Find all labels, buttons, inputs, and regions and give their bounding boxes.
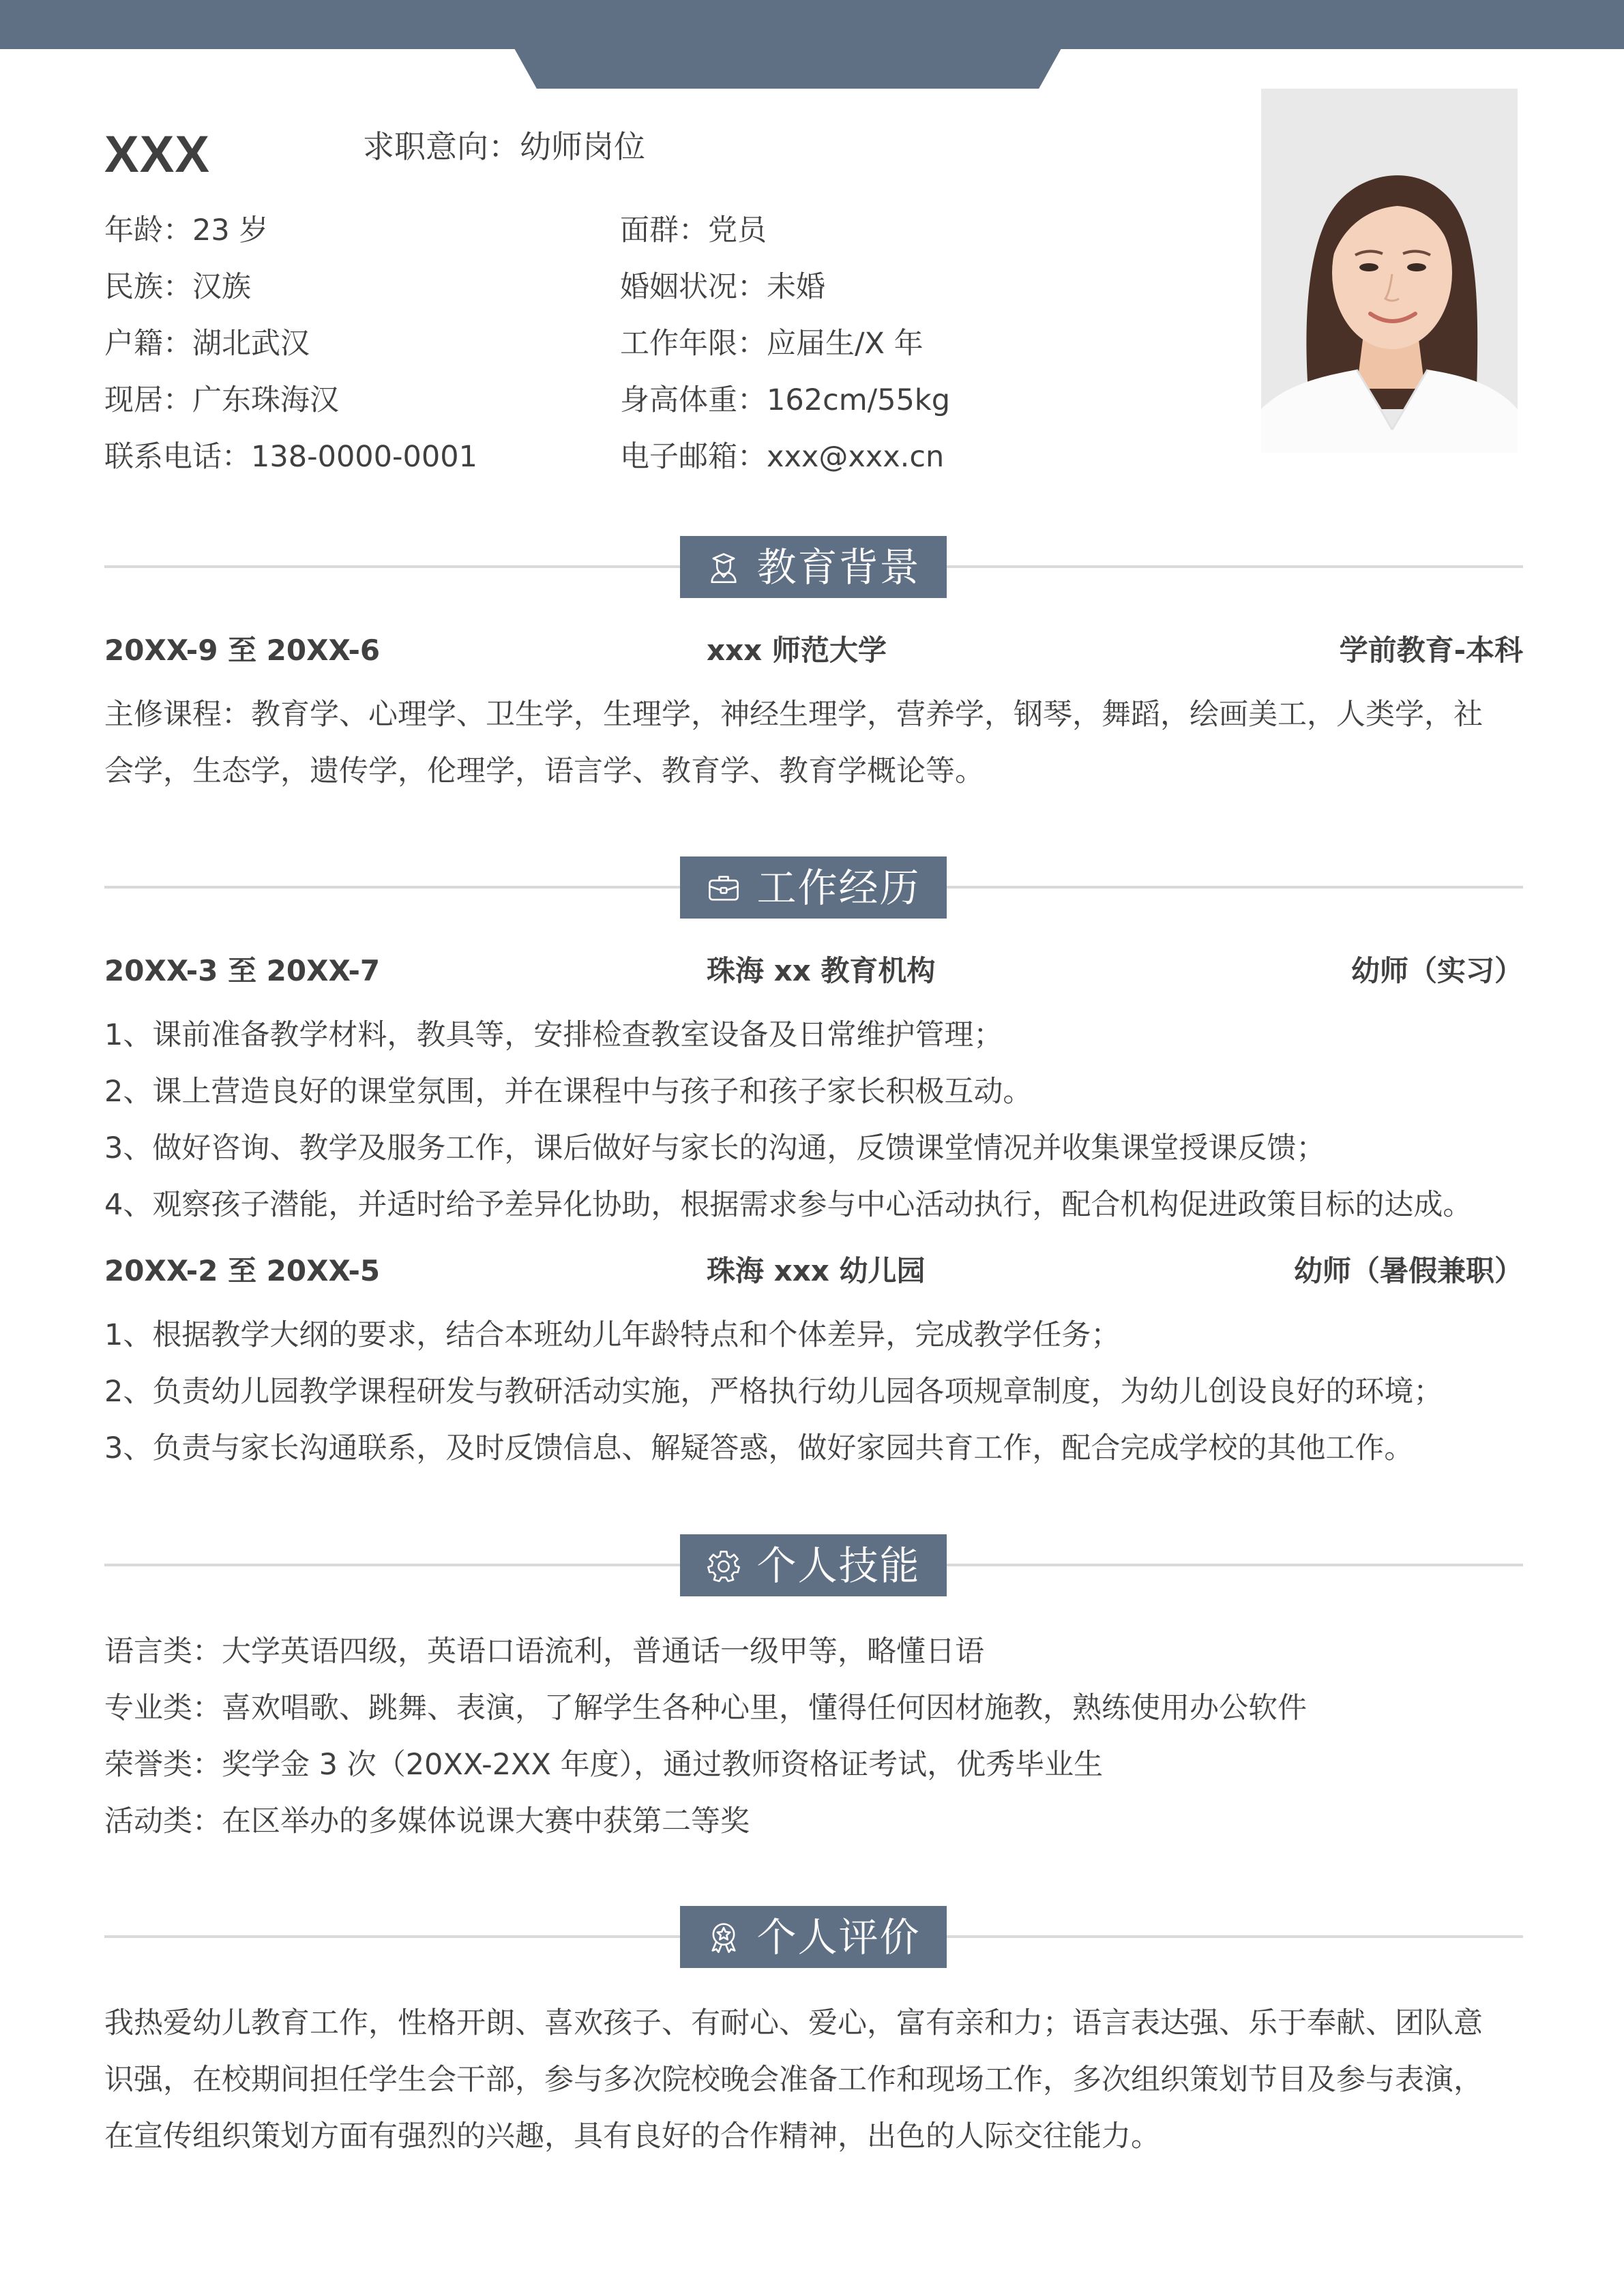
graduate-icon xyxy=(706,550,741,585)
duty-item: 2、负责幼儿园教学课程研发与教研活动实施，严格执行幼儿园各项规章制度，为幼儿创设良好的环境； xyxy=(104,1375,1443,1409)
info-row xyxy=(104,370,1209,426)
info-age: 年龄：23 岁 xyxy=(104,213,269,248)
work-role: 幼师（暑假兼职） xyxy=(1293,1254,1523,1287)
info-row xyxy=(104,256,1209,313)
education-date: 20XX-9 至 20XX-6 xyxy=(104,633,381,667)
info-row xyxy=(104,200,1209,256)
section-work-header xyxy=(104,856,1523,919)
award-medal-icon xyxy=(706,1920,741,1955)
job-intention: 求职意向：幼师岗位 xyxy=(363,128,645,165)
header-tab-decoration xyxy=(514,48,1061,89)
evaluation-line: 识强，在校期间担任学生会干部，参与多次院校晚会准备工作和现场工作，多次组织策划节目及参与表演， xyxy=(104,2063,1483,2097)
education-school: xxx 师范大学 xyxy=(707,633,887,667)
duty-item: 2、课上营造良好的课堂氛围，并在课程中与孩子和孩子家长积极互动。 xyxy=(104,1075,1033,1109)
skills-list xyxy=(104,1624,1523,1850)
skill-item: 专业类：喜欢唱歌、跳舞、表演，了解学生各种心里，懂得任何因材施教，熟练使用办公软件 xyxy=(104,1691,1307,1725)
section-title-box xyxy=(680,536,947,598)
section-title-box xyxy=(680,1534,947,1596)
info-work-years: 工作年限：应届生/X 年 xyxy=(620,327,924,361)
work-entry-header xyxy=(104,947,1523,995)
briefcase-icon xyxy=(706,870,741,906)
candidate-name: XXX xyxy=(104,125,211,183)
work-role: 幼师（实习） xyxy=(1350,954,1523,987)
duty-item: 3、负责与家长沟通联系，及时反馈信息、解疑答惑，做好家园共育工作，配合完成学校的其他工作。 xyxy=(104,1431,1414,1465)
evaluation-line: 我热爱幼儿教育工作，性格开朗、喜欢孩子、有耐心、爱心，富有亲和力；语言表达强、乐于奉献、团队意 xyxy=(104,2006,1483,2040)
self-evaluation xyxy=(104,1995,1523,2165)
info-marital-status: 婚姻状况：未婚 xyxy=(620,270,825,304)
info-political-status: 面群：党员 xyxy=(620,213,767,248)
info-row xyxy=(104,313,1209,370)
personal-info xyxy=(104,200,1209,483)
duty-item: 1、根据教学大纲的要求，结合本班幼儿年龄特点和个体差异，完成教学任务； xyxy=(104,1318,1121,1352)
evaluation-line: 在宣传组织策划方面有强烈的兴趣，具有良好的合作精神，出色的人际交往能力。 xyxy=(104,2119,1160,2153)
section-title-box xyxy=(680,856,947,919)
work-entry-header xyxy=(104,1247,1523,1295)
section-title: 个人技能 xyxy=(756,1542,921,1589)
info-hometown: 户籍：湖北武汉 xyxy=(104,327,310,361)
courses-line: 会学，生态学，遗传学，伦理学，语言学、教育学、教育学概论等。 xyxy=(104,754,984,788)
gear-icon xyxy=(706,1548,741,1583)
section-title: 个人评价 xyxy=(756,1913,921,1960)
duty-item: 4、观察孩子潜能，并适时给予差异化协助，根据需求参与中心活动执行，配合机构促进政策目标的达成。 xyxy=(104,1188,1473,1222)
skill-item: 荣誉类：奖学金 3 次（20XX-2XX 年度），通过教师资格证考试，优秀毕业生 xyxy=(104,1748,1104,1782)
work-date: 20XX-2 至 20XX-5 xyxy=(104,1254,381,1287)
section-evaluation-header xyxy=(104,1906,1523,1968)
info-row xyxy=(104,426,1209,483)
work-org: 珠海 xx 教育机构 xyxy=(707,954,936,987)
skill-item: 语言类：大学英语四级，英语口语流利，普通话一级甲等，略懂日语 xyxy=(104,1635,984,1669)
work-duties xyxy=(104,1307,1523,1477)
work-duties xyxy=(104,1007,1523,1234)
section-title: 工作经历 xyxy=(756,864,921,911)
education-courses xyxy=(104,687,1523,800)
info-residence: 现居：广东珠海汉 xyxy=(104,383,339,417)
education-entry xyxy=(104,627,1523,674)
duty-item: 3、做好咨询、教学及服务工作，课后做好与家长的沟通，反馈课堂情况并收集课堂授课反馈； xyxy=(104,1131,1326,1165)
info-height-weight: 身高体重：162cm/55kg xyxy=(620,383,951,417)
section-title: 教育背景 xyxy=(756,543,921,591)
courses-line: 主修课程：教育学、心理学、卫生学，生理学，神经生理学，营养学，钢琴，舞蹈，绘画美工，人类学，社 xyxy=(104,698,1483,732)
work-org: 珠海 xxx 幼儿园 xyxy=(707,1254,926,1287)
work-date: 20XX-3 至 20XX-7 xyxy=(104,954,381,987)
duty-item: 1、课前准备教学材料，教具等，安排检查教室设备及日常维护管理； xyxy=(104,1018,1003,1052)
info-email: 电子邮箱：xxx@xxx.cn xyxy=(620,440,945,474)
info-ethnicity: 民族：汉族 xyxy=(104,270,251,304)
profile-photo xyxy=(1261,89,1518,453)
section-title-box xyxy=(680,1906,947,1968)
section-skills-header xyxy=(104,1534,1523,1596)
section-education-header xyxy=(104,536,1523,598)
header-bar xyxy=(0,0,1624,49)
education-major: 学前教育-本科 xyxy=(1339,633,1523,667)
info-phone: 联系电话：138-0000-0001 xyxy=(104,440,477,474)
skill-item: 活动类：在区举办的多媒体说课大赛中获第二等奖 xyxy=(104,1804,750,1838)
